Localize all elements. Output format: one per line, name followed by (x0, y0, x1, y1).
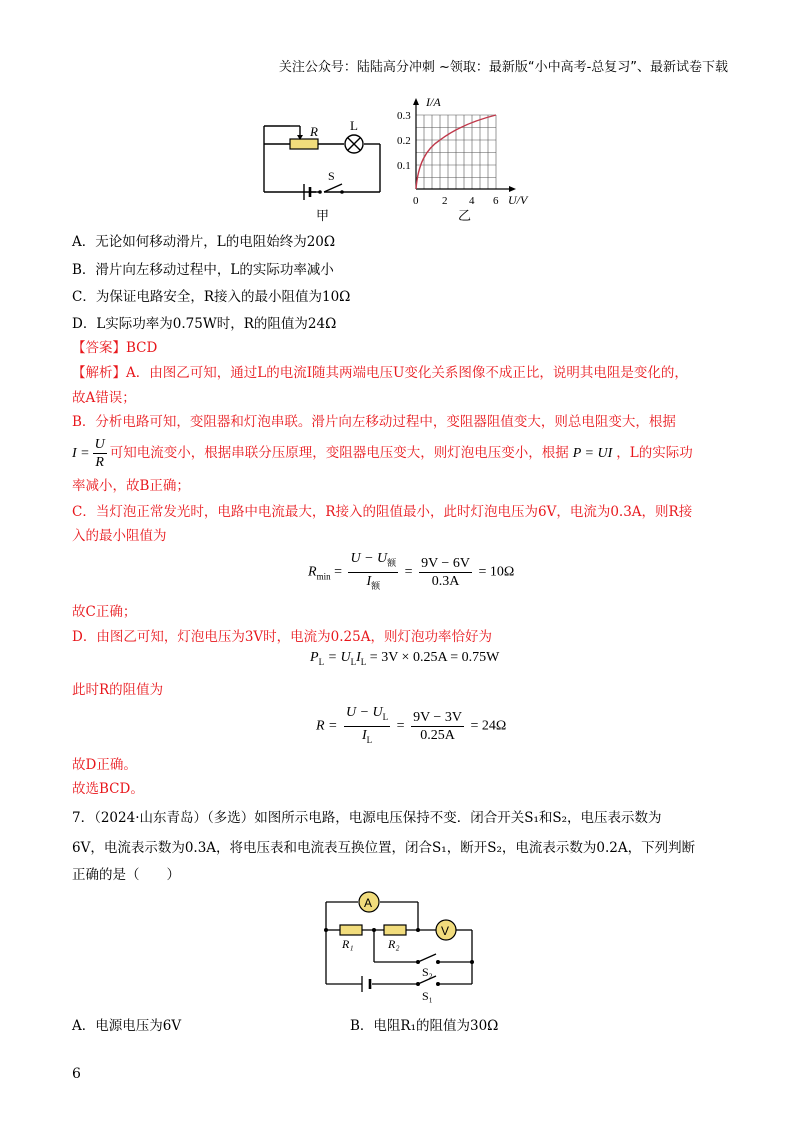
analysis-b-line3: 率减小，故B正确； (72, 478, 190, 494)
analysis-d-line3: 故D正确。 (72, 757, 137, 773)
b-end-text: ，L的实际功 (616, 445, 693, 461)
s1-label: S₁ (422, 989, 433, 1003)
b-formula2: P = UI (572, 446, 613, 461)
analysis-d-line2: 此时R的阻值为 (72, 682, 164, 698)
page-number: 6 (72, 1066, 81, 1082)
option-b: B．滑片向左移动过程中，L的实际功率减小 (72, 262, 334, 278)
q7-option-a: A．电源电压为6V (72, 1018, 182, 1034)
c-frac-2: $\frac{9V - 6V}{0.3A}$ (421, 555, 470, 589)
xtick-2: 2 (442, 195, 448, 207)
d-frac-1: $\frac{U - U_L}{I_L}$ (346, 705, 389, 745)
resistor-label: R (310, 124, 318, 139)
formula-c: $R_{min}$ = $\frac{U - U_额}{I_额}$ = $\frac{9V - 6V}{0.3A}$ = 10Ω (308, 550, 514, 595)
circuit-caption: 甲 (316, 209, 330, 224)
q7-line1: 7．（2024·山东青岛）（多选）如图所示电路，电源电压保持不变．闭合开关S₁和S₂，电压表示数为 (72, 810, 662, 826)
analysis-final: 故选BCD。 (72, 781, 144, 797)
ytick-0.1: 0.1 (397, 160, 411, 172)
formula-d2: R = $\frac{U - U_L}{I_L}$ = $\frac{9V - 3V}{0.25A}$ = 24Ω (316, 704, 506, 749)
ammeter-label: A (364, 896, 373, 910)
q7-option-b: B．电阻R₁的阻值为30Ω (350, 1018, 499, 1034)
b-frac-num: U (94, 437, 105, 452)
q7-line3: 正确的是（ ） (72, 867, 180, 883)
r2-label: R₂ (388, 937, 400, 951)
circuit-diagram-jia (258, 108, 388, 224)
xtick-0: 0 (413, 195, 419, 207)
lamp-label: L (350, 118, 358, 133)
graph-caption: 乙 (458, 209, 472, 224)
analysis-a-text: A．由图乙可知，通过L的电流I随其两端电压U变化关系图像不成正比，说明其电阻是变化的， (126, 365, 688, 381)
b-formula-lhs: I = (72, 446, 90, 461)
d-frac-2: $\frac{9V - 3V}{0.25A}$ (413, 709, 462, 743)
xtick-4: 4 (469, 195, 475, 207)
answer-line: 【答案】BCD (72, 340, 158, 356)
voltmeter-label: V (441, 924, 450, 938)
analysis-a-line1 (72, 363, 688, 383)
analysis-tag: 【解析】 (72, 365, 126, 381)
b-formula-fraction (93, 436, 107, 471)
s2-label: S₂ (422, 965, 433, 979)
iv-graph-yi (396, 94, 546, 224)
ytick-0.3: 0.3 (397, 110, 411, 122)
switch-label: S (328, 169, 335, 183)
analysis-c-line1: C．当灯泡正常发光时，电路中电流最大，R接入的阻值最小，此时灯泡电压为6V，电流为0.3A，则R接 (72, 504, 693, 520)
ytick-0.2: 0.2 (397, 135, 411, 147)
analysis-a-line2: 故A错误； (72, 390, 136, 406)
circuit-diagram-q7 (318, 886, 486, 1004)
page-header: 关注公众号：陆陆高分冲刺 ~领取：最新版“小中高考-总复习”、最新试卷下载 (278, 60, 728, 75)
b-frac-den: R (95, 455, 104, 470)
b-mid-text: 可知电流变小，根据串联分压原理，变阻器电压变大，则灯泡电压变小，根据 (109, 445, 569, 461)
c-frac-1: $\frac{U - U_额}{I_额}$ (350, 551, 397, 591)
graph-xlabel: U/V (508, 193, 528, 207)
option-c: C．为保证电路安全，R接入的最小阻值为10Ω (72, 289, 351, 305)
option-a: A．无论如何移动滑片，L的电阻始终为20Ω (72, 234, 336, 250)
formula-d1: $P_L = U_LI_L = 3V \times 0.25A = 0.75W$ (310, 650, 500, 667)
analysis-b-line2 (72, 436, 693, 471)
analysis-c-line3: 故C正确； (72, 604, 137, 620)
xtick-6: 6 (493, 195, 499, 207)
option-d: D．L实际功率为0.75W时，R的阻值为24Ω (72, 316, 337, 332)
analysis-d-line1: D．由图乙可知，灯泡电压为3V时，电流为0.25A，则灯泡功率恰好为 (72, 629, 492, 645)
graph-ylabel: I/A (426, 95, 441, 109)
analysis-c-line2: 入的最小阻值为 (72, 528, 167, 544)
r1-label: R₁ (342, 937, 354, 951)
analysis-b-line1: B．分析电路可知，变阻器和灯泡串联。滑片向左移动过程中，变阻器阻值变大，则总电阻变大，根据 (72, 414, 676, 430)
q7-line2: 6V，电流表示数为0.3A，将电压表和电流表互换位置，闭合S₁，断开S₂，电流表示数为0.2A，下列判断 (72, 840, 696, 856)
